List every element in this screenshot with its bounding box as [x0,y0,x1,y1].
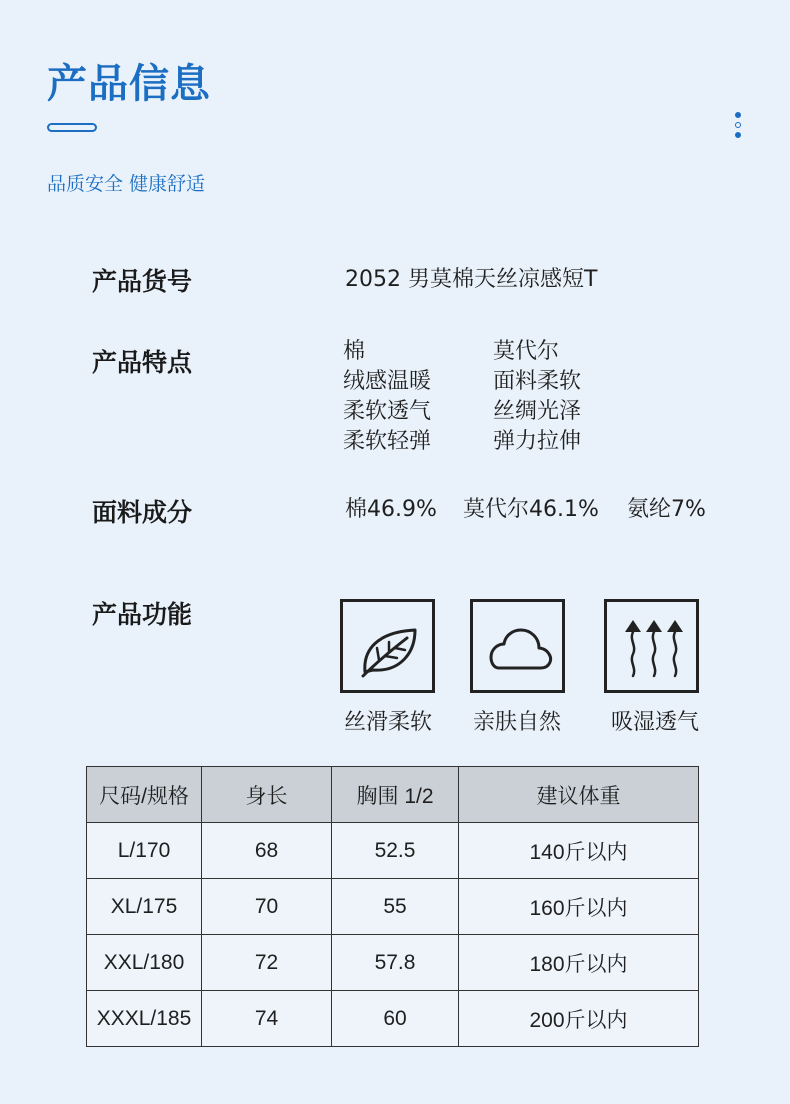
table-cell: 52.5 [332,823,459,879]
table-cell: XXXL/185 [87,991,202,1047]
features-column-1 [343,337,431,457]
function-label: 丝滑柔软 [343,710,432,735]
feature-item: 丝绸光泽 [493,399,582,424]
cloud-icon [470,599,565,693]
breathable-arrows-icon [604,599,699,693]
table-cell: 68 [202,823,332,879]
functions-label: 产品功能 [92,600,193,629]
fabric-part: 氨纶7% [627,497,706,522]
fabric-part: 棉46.9% [345,497,437,522]
dot-filled [735,132,741,138]
more-options-icon[interactable] [735,112,745,142]
table-row [87,879,699,935]
table-cell: 140斤以内 [459,823,699,879]
fabric-label: 面料成分 [92,498,193,527]
feature-item: 柔软轻弹 [343,429,432,454]
table-cell: 72 [202,935,332,991]
page-title: 产品信息 [47,61,211,107]
table-row [87,991,699,1047]
header-cell-chest: 胸围 1/2 [332,767,459,823]
product-code-label: 产品货号 [92,267,193,296]
function-label: 亲肤自然 [472,710,561,735]
table-cell: L/170 [87,823,202,879]
dot-filled [735,112,741,118]
features-label: 产品特点 [92,348,193,377]
table-cell: XXL/180 [87,935,202,991]
function-label: 吸湿透气 [610,710,699,735]
fabric-part: 莫代尔46.1% [463,497,599,522]
header-cell-size: 尺码/规格 [87,767,202,823]
dot-outline [735,122,741,128]
feature-item: 棉 [343,339,366,364]
feature-item: 弹力拉伸 [493,429,582,454]
table-row [87,823,699,879]
feature-item: 绒感温暖 [343,369,432,394]
product-code-value: 2052 男莫棉天丝凉感短T [345,267,598,292]
feature-item: 莫代尔 [493,339,560,364]
header-cell-weight: 建议体重 [459,767,699,823]
table-cell: 57.8 [332,935,459,991]
table-cell: 200斤以内 [459,991,699,1047]
leaf-icon [340,599,435,693]
title-underline-decoration [47,123,97,132]
table-cell: 74 [202,991,332,1047]
table-cell: 180斤以内 [459,935,699,991]
table-cell: 55 [332,879,459,935]
header-cell-length: 身长 [202,767,332,823]
table-header-row [87,767,699,823]
size-table [86,766,699,1047]
table-cell: 60 [332,991,459,1047]
features-column-2 [493,337,581,457]
table-cell: XL/175 [87,879,202,935]
feature-item: 柔软透气 [343,399,432,424]
table-cell: 160斤以内 [459,879,699,935]
table-cell: 70 [202,879,332,935]
page-subtitle: 品质安全 健康舒适 [47,173,206,195]
table-row [87,935,699,991]
feature-item: 面料柔软 [493,369,582,394]
